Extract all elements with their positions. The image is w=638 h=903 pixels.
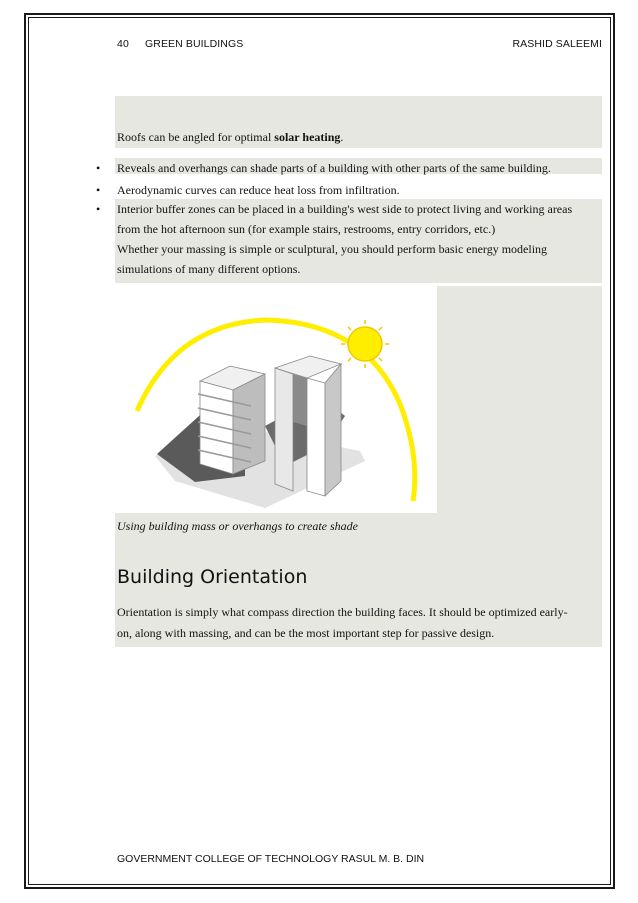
roofs-text — [117, 130, 343, 144]
bullet-icon: • — [96, 161, 101, 175]
right-building-wing-right — [307, 378, 325, 496]
right-building-recess — [293, 374, 307, 426]
right-building-side — [325, 364, 341, 496]
bullet-icon: • — [96, 202, 101, 216]
document-title: GREEN BUILDINGS — [145, 38, 244, 50]
massing-line-2: simulations of many different options. — [117, 262, 301, 276]
orientation-line-1: Orientation is simply what compass direction the building faces. It should be optimized early- — [117, 605, 568, 619]
sun-icon — [341, 320, 389, 368]
figure-caption: Using building mass or overhangs to create shade — [117, 519, 358, 533]
footer-text: GOVERNMENT COLLEGE OF TECHNOLOGY RASUL M. B. DIN — [117, 853, 425, 865]
bullet-icon: • — [96, 183, 101, 197]
bullet-item-3-continuation: from the hot afternoon sun (for example stairs, restrooms, entry corridors, etc.) — [117, 222, 496, 236]
building-shade-figure — [115, 286, 437, 513]
page-number: 40 — [117, 38, 129, 50]
section-heading: Building Orientation — [117, 566, 308, 588]
bullet-item-1: Reveals and overhangs can shade parts of a building with other parts of the same building. — [117, 161, 551, 175]
building-illustration — [115, 286, 437, 513]
orientation-line-2: on, along with massing, and can be the most important step for passive design. — [117, 626, 495, 640]
bullet-item-3: Interior buffer zones can be placed in a building's west side to protect living and working areas — [117, 202, 573, 216]
author-name: RASHID SALEEMI — [512, 38, 602, 50]
right-building-wing-left — [275, 368, 293, 491]
roofs-prefix: Roofs can be angled for optimal — [117, 130, 275, 144]
roofs-bold: solar heating — [274, 130, 341, 144]
shaded-band-figure — [437, 286, 602, 513]
bullet-item-2: Aerodynamic curves can reduce heat loss from infiltration. — [117, 183, 400, 197]
massing-line-1: Whether your massing is simple or sculptural, you should perform basic energy modeling — [117, 242, 548, 256]
roofs-suffix: . — [340, 130, 344, 144]
